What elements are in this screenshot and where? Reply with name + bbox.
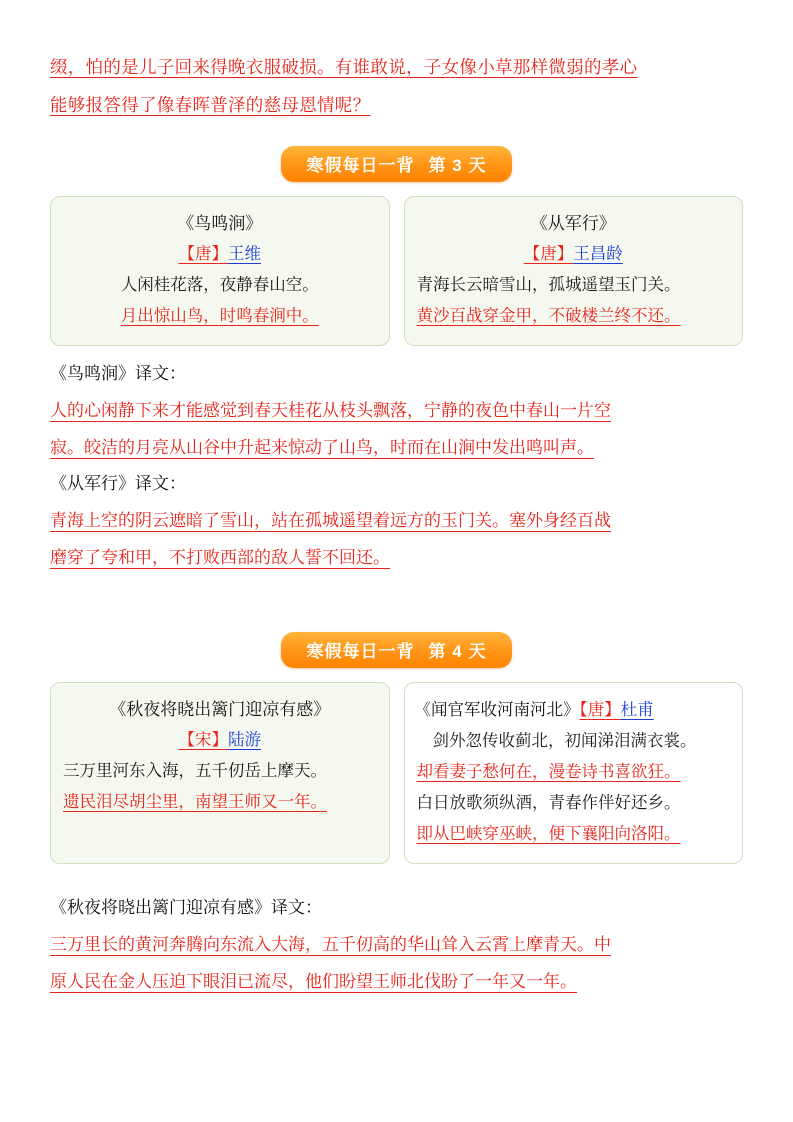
translation-line: 人的心闲静下来才能感觉到春天桂花从枝头飘落，宁静的夜色中春山一片空 [50,401,611,420]
poem-verse-text: 青海长云暗雪山，孤城遥望玉门关。 [416,275,681,294]
poem-author: 杜甫 [620,700,654,719]
spacer [50,874,743,890]
banner-day-label-day-4: 第 4 天 [428,642,487,661]
top-paragraph-line-2: 能够报答得了像春晖普泽的慈母恩情呢？ [50,95,371,115]
poem-verse [415,725,733,756]
poem-card-row-day-4 [50,682,743,864]
poem-title: 《闻官军收河南河北》 [414,700,580,719]
poem-title: 《从军行》 [530,214,616,233]
poem-verse-text: 遗民泪尽胡尘里，南望王师又一年。 [63,792,327,811]
poem-title: 《秋夜将晓出篱门迎凉有感》 [109,700,331,719]
poem-verse [415,787,733,818]
poem-author: 王维 [228,244,261,263]
poem-verse-text: 白日放歌须纵酒，青春作伴好还乡。 [416,793,681,812]
poem-author-line [61,239,379,269]
translation-line: 三万里长的黄河奔腾向东流入大海，五千仞高的华山耸入云霄上摩青天。中 [50,935,611,954]
section-day-3 [50,146,743,576]
poem-dynasty: 【唐】 [579,700,621,719]
section-spacer [50,576,743,610]
poem-verse [415,269,733,300]
poem-verse [61,269,379,300]
banner-title-day-3: 寒假每日一背 [306,156,415,175]
poem-dynasty: 【唐】 [523,244,574,263]
poem-author: 陆游 [228,730,261,749]
poem-verse [415,756,733,787]
poem-dynasty: 【唐】 [178,244,228,263]
poem-verse-text: 剑外忽传收蓟北，初闻涕泪满衣裳。 [432,731,697,750]
poem-card-congjunxing [404,196,744,346]
translation-block-niaomingjian [50,356,743,466]
poem-dynasty: 【宋】 [178,730,228,749]
translation-label: 《秋夜将晓出篱门迎凉有感》译文： [50,898,322,917]
poem-verse-text: 人闲桂花落，夜静春山空。 [120,275,319,294]
section-day-4 [50,632,743,1000]
poem-verse-text: 月出惊山鸟，时鸣春涧中。 [120,306,319,325]
poem-verse-text: 三万里河东入海，五千仞岳上摩天。 [63,761,327,780]
poem-verse-text: 即从巴峡穿巫峡，便下襄阳向洛阳。 [416,824,681,843]
top-paragraph-line-1: 缀，怕的是儿子回来得晚衣服破损。有谁敢说，子女像小草那样微弱的孝心 [50,57,638,77]
banner-title-day-4: 寒假每日一背 [306,642,415,661]
poem-verse [415,818,733,849]
poem-verse [61,786,379,817]
translation-line: 原人民在金人压迫下眼泪已流尽，他们盼望王师北伐盼了一年又一年。 [50,972,577,991]
poem-title: 《鸟鸣涧》 [177,214,263,233]
banner-day-label-day-3: 第 3 天 [428,156,487,175]
poem-verse [61,755,379,786]
poem-card-row-day-3 [50,196,743,346]
banner-wrap-day-4 [50,632,743,668]
translation-label: 《从军行》译文： [50,474,186,493]
poem-card-wenguanjun [404,682,744,864]
poem-card-qiuye [50,682,390,864]
poem-author: 王昌龄 [573,244,623,263]
translation-line: 磨穿了夸和甲，不打败西部的敌人誓不回还。 [50,548,390,567]
poem-author-line [61,725,379,755]
translation-line: 青海上空的阴云遮暗了雪山，站在孤城遥望着远方的玉门关。塞外身经百战 [50,511,611,530]
poem-verse [61,300,379,331]
poem-card-niaomingjian [50,196,390,346]
banner-wrap-day-3 [50,146,743,182]
poem-title-author-line [415,695,733,725]
poem-author-line [415,239,733,269]
banner-day-3 [281,146,513,182]
translation-block-qiuye [50,890,743,1000]
translation-block-congjunxing [50,466,743,576]
banner-day-4 [281,632,513,668]
poem-verse-text: 却看妻子愁何在，漫卷诗书喜欲狂。 [416,762,681,781]
poem-verse-text: 黄沙百战穿金甲，不破楼兰终不还。 [416,306,681,325]
translation-line: 寂。皎洁的月亮从山谷中升起来惊动了山鸟，时而在山涧中发出鸣叫声。 [50,438,594,457]
poem-verse [415,300,733,331]
translation-label: 《鸟鸣涧》译文： [50,364,186,383]
top-paragraph [50,48,743,124]
